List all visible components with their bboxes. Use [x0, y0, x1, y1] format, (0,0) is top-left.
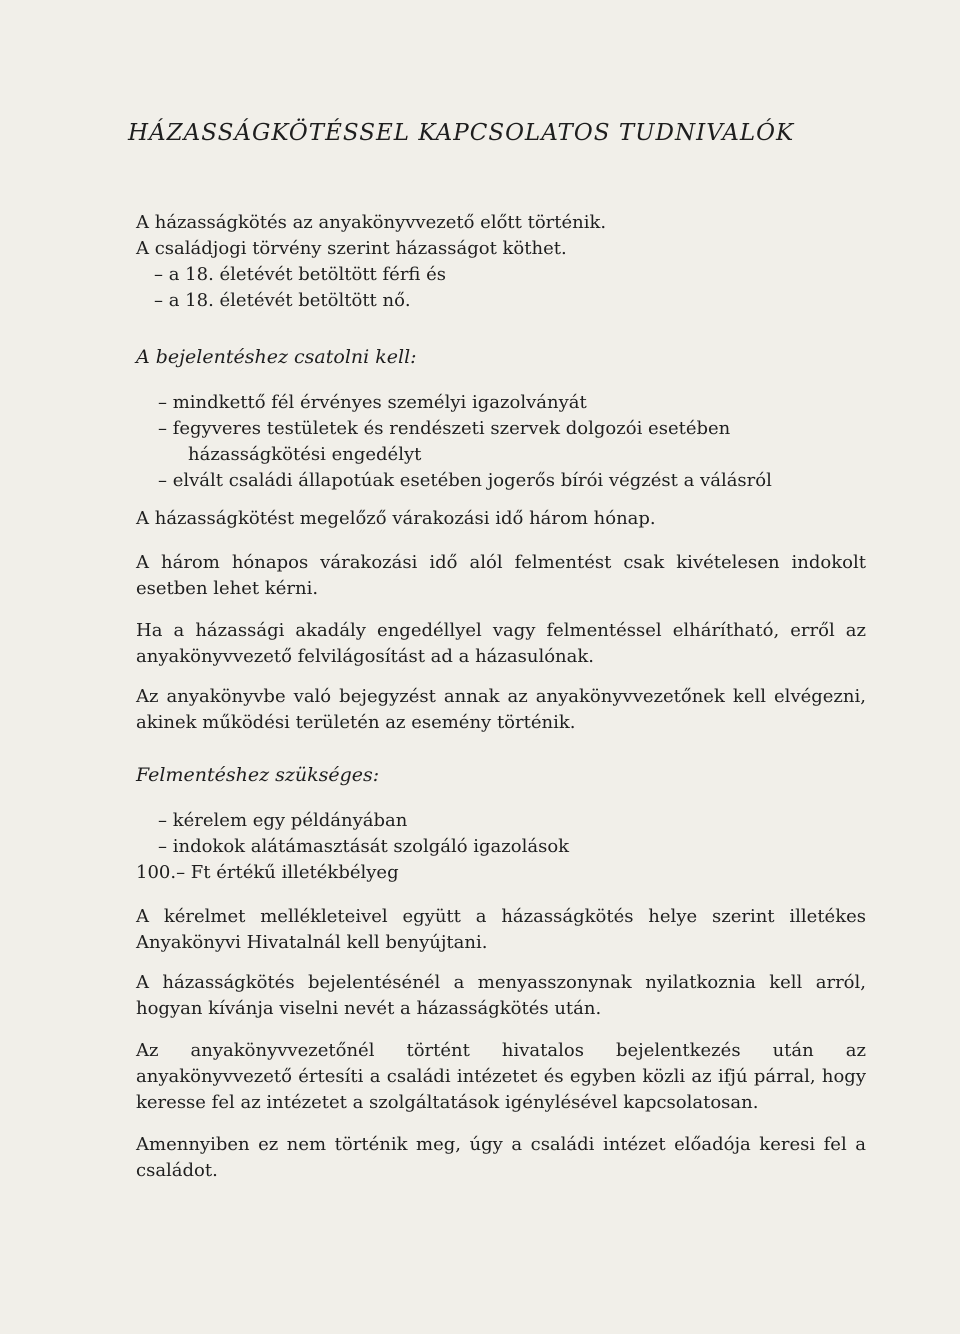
- paragraph-text: A házasságkötés bejelentésénél a menyasszonynak nyilatkoznia kell arról, hogyan kívánja viselni nevét a házasságkötés után.: [136, 972, 866, 1019]
- condition-line: – a 18. életévét betöltött nő.: [154, 290, 411, 311]
- paragraph-text: Ha a házassági akadály engedéllyel vagy felmentéssel elhárítható, erről az anyakönyvvezető felvilágosítást ad a házasulónak.: [136, 620, 866, 667]
- intro-line: A családjogi törvény szerint házasságot köthet.: [136, 238, 567, 259]
- condition-line: – a 18. életévét betöltött férfi és: [154, 264, 447, 285]
- paragraph-text: A kérelmet mellékleteivel együtt a házasságkötés helye szerint illetékes Anyakönyvi Hivatalnál kell benyújtani.: [136, 906, 866, 953]
- page-title: HÁZASSÁGKÖTÉSSEL KAPCSOLATOS TUDNIVALÓK: [128, 120, 795, 146]
- paragraph: [136, 1132, 866, 1184]
- paragraph-text: Az anyakönyvvezetőnél történt hivatalos bejelentkezés után az anyakönyvvezető értesíti a családi intézetet és egyben közli az ifjú párral, hogy keresse fel az intézetet a szolgáltatások igénylésével kapcsolatosan.: [136, 1040, 866, 1113]
- attach-list: [158, 390, 858, 494]
- paragraph-text: A három hónapos várakozási idő alól felmentést csak kivételesen indokolt esetben lehet kérni.: [136, 552, 866, 599]
- paragraph-text: Az anyakönyvbe való bejegyzést annak az anyakönyvvezetőnek kell elvégezni, akinek működési területén az esemény történik.: [136, 686, 866, 733]
- attach-heading: A bejelentéshez csatolni kell:: [136, 346, 417, 368]
- exemption-heading: Felmentéshez szükséges:: [136, 764, 380, 786]
- exemption-list: [158, 808, 858, 860]
- list-item-continuation: házasságkötési engedélyt: [188, 444, 422, 465]
- list-item: – kérelem egy példányában: [158, 810, 408, 831]
- paragraph: [136, 550, 866, 602]
- paragraph-text: Amennyiben ez nem történik meg, úgy a családi intézet előadója keresi fel a családot.: [136, 1134, 866, 1181]
- list-item: – fegyveres testületek és rendészeti szervek dolgozói esetében: [158, 418, 731, 439]
- list-item: – mindkettő fél érvényes személyi igazolványát: [158, 392, 587, 413]
- paragraph: [136, 970, 866, 1022]
- paragraph: [136, 684, 866, 736]
- fee-line: [136, 860, 866, 886]
- paragraph: [136, 618, 866, 670]
- list-item: – elvált családi állapotúak esetében jogerős bírói végzést a válásról: [158, 470, 772, 491]
- list-item: – indokok alátámasztását szolgáló igazolások: [158, 836, 570, 857]
- paragraph: [136, 1038, 866, 1116]
- intro-block: [136, 210, 866, 314]
- fee-text: 100.– Ft értékű illetékbélyeg: [136, 862, 399, 883]
- paragraph: [136, 506, 866, 532]
- paragraph: [136, 904, 866, 956]
- intro-line: A házasságkötés az anyakönyvvezető előtt történik.: [136, 212, 607, 233]
- paragraph-text: A házasságkötést megelőző várakozási idő három hónap.: [136, 508, 656, 529]
